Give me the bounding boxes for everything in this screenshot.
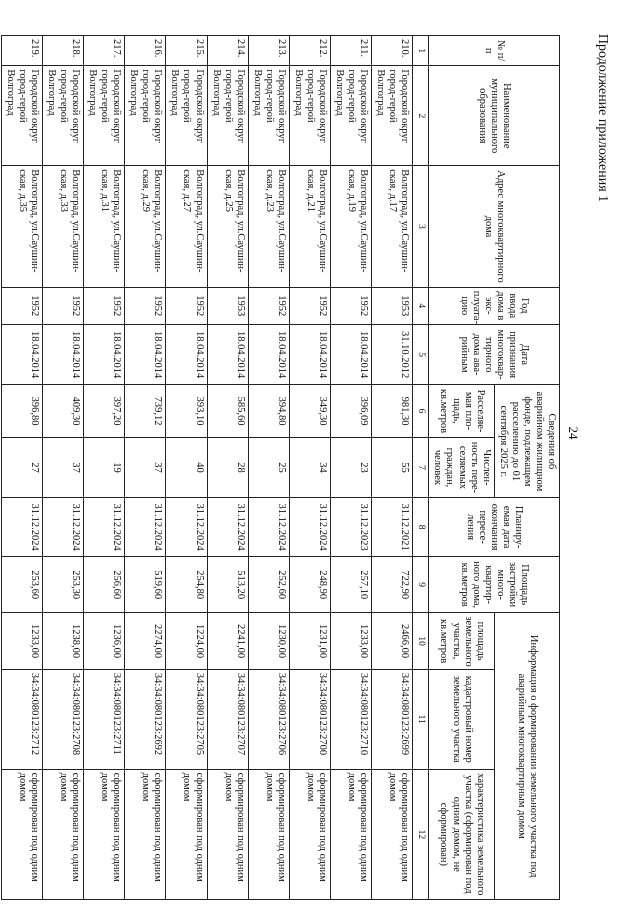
- emergency-date: 18.04.2014: [42, 324, 83, 385]
- column-number: 10: [413, 613, 429, 669]
- column-number: 4: [413, 287, 429, 324]
- table-row: [1, 36, 42, 900]
- people-count: 37: [42, 437, 83, 498]
- building-area: 254,80: [166, 556, 207, 612]
- planned-date: 31.12.2023: [331, 498, 372, 557]
- resettle-area: 981,30: [372, 385, 413, 437]
- land-area: 1233,00: [331, 613, 372, 669]
- land-characteristic: сформирован под одним домом: [42, 769, 83, 899]
- building-area: 519,60: [125, 556, 166, 612]
- house-address: Волгоград, ул.Саушин-ская, д.33: [42, 166, 83, 288]
- cadastral-number: 34:34:080123:2699: [372, 669, 413, 769]
- row-number: 217.: [83, 36, 124, 66]
- people-count: 40: [166, 437, 207, 498]
- column-number: 2: [413, 66, 429, 166]
- header-characteristic: характеристика земельного участка (сформирован под одним домом, не сформирован): [429, 769, 494, 899]
- land-characteristic: сформирован под одним домом: [83, 769, 124, 899]
- column-number: 7: [413, 437, 429, 498]
- column-number-row: [413, 36, 429, 900]
- planned-date: 31.12.2021: [372, 498, 413, 557]
- people-count: 19: [83, 437, 124, 498]
- house-address: Волгоград, ул.Саушин-ская, д.29: [125, 166, 166, 288]
- table-body: [1, 36, 413, 900]
- land-area: 1224,00: [166, 613, 207, 669]
- header-cadastral: кадастровый номер земельного участка: [429, 669, 494, 769]
- house-address: Волгоград, ул.Саушин-ская, д.35: [1, 166, 42, 288]
- people-count: 34: [289, 437, 330, 498]
- house-address: Волгоград, ул.Саушин-ская, д.17: [372, 166, 413, 288]
- building-area: 257,10: [331, 556, 372, 612]
- cadastral-number: 34:34:080123:2710: [331, 669, 372, 769]
- header-name: Наименование муниципального образования: [429, 66, 560, 166]
- row-number: 213.: [248, 36, 289, 66]
- land-area: 1236,00: [83, 613, 124, 669]
- people-count: 37: [125, 437, 166, 498]
- municipality-name: Городской округ город-герой Волгоград: [289, 66, 330, 166]
- table-row: [166, 36, 207, 900]
- emergency-date: 18.04.2014: [289, 324, 330, 385]
- resettle-area: 394,80: [248, 385, 289, 437]
- building-area: 513,20: [207, 556, 248, 612]
- land-characteristic: сформирован под одним домом: [207, 769, 248, 899]
- house-address: Волгоград, ул.Саушин-ская, д.19: [331, 166, 372, 288]
- planned-date: 31.12.2024: [248, 498, 289, 557]
- row-number: 215.: [166, 36, 207, 66]
- appendix-title: Продолжение приложения 1: [595, 33, 610, 203]
- planned-date: 31.12.2024: [207, 498, 248, 557]
- commission-year: 1952: [1, 287, 42, 324]
- cadastral-number: 34:34:080123:2712: [1, 669, 42, 769]
- building-area: 722,90: [372, 556, 413, 612]
- emergency-date: 18.04.2014: [331, 324, 372, 385]
- header-land-area: площадь земельного участка, кв.метров: [429, 613, 494, 669]
- emergency-date: 18.04.2014: [207, 324, 248, 385]
- header-planned-date: Планиру-емая дата окончания пересе-ления: [429, 498, 560, 557]
- people-count: 27: [1, 437, 42, 498]
- building-area: 252,60: [248, 556, 289, 612]
- municipality-name: Городской округ город-герой Волгоград: [372, 66, 413, 166]
- header-people: Числен-ность пере-селяемых граждан, человек: [429, 437, 494, 498]
- cadastral-number: 34:34:080123:2705: [166, 669, 207, 769]
- commission-year: 1953: [372, 287, 413, 324]
- land-characteristic: сформирован под одним домом: [125, 769, 166, 899]
- planned-date: 31.12.2024: [166, 498, 207, 557]
- municipality-name: Городской округ город-герой Волгоград: [42, 66, 83, 166]
- commission-year: 1952: [289, 287, 330, 324]
- land-area: 1230,00: [248, 613, 289, 669]
- table-row: [248, 36, 289, 900]
- rotated-table-container: [4, 35, 560, 900]
- emergency-date: 18.04.2014: [125, 324, 166, 385]
- row-number: 211.: [331, 36, 372, 66]
- appendix-title-area: [572, 0, 632, 905]
- table-row: [207, 36, 248, 900]
- header-group-emergency: Сведения об аварийном жилищном фонде, подлежащем расселению до 01 сентября 2025 г.: [494, 385, 559, 498]
- header-row-1: [494, 36, 559, 900]
- planned-date: 31.12.2024: [83, 498, 124, 557]
- column-number: 1: [413, 36, 429, 66]
- emergency-date: 18.04.2014: [248, 324, 289, 385]
- table-row: [125, 36, 166, 900]
- cadastral-number: 34:34:080123:2706: [248, 669, 289, 769]
- resettle-area: 585,60: [207, 385, 248, 437]
- municipality-name: Городской округ город-герой Волгоград: [125, 66, 166, 166]
- land-characteristic: сформирован под одним домом: [331, 769, 372, 899]
- house-address: Волгоград, ул.Саушин-ская, д.25: [207, 166, 248, 288]
- municipality-name: Городской округ город-герой Волгоград: [207, 66, 248, 166]
- municipality-name: Городской округ город-герой Волгоград: [248, 66, 289, 166]
- commission-year: 1952: [166, 287, 207, 324]
- column-number: 8: [413, 498, 429, 557]
- cadastral-number: 34:34:080123:2700: [289, 669, 330, 769]
- table-row: [83, 36, 124, 900]
- land-area: 2466,00: [372, 613, 413, 669]
- resettle-area: 393,10: [166, 385, 207, 437]
- commission-year: 1953: [207, 287, 248, 324]
- municipality-name: Городской округ город-герой Волгоград: [1, 66, 42, 166]
- people-count: 23: [331, 437, 372, 498]
- building-area: 256,60: [83, 556, 124, 612]
- emergency-housing-table: [1, 35, 560, 900]
- table-row: [372, 36, 413, 900]
- land-characteristic: сформирован под одним домом: [289, 769, 330, 899]
- page-number: 24: [566, 426, 581, 440]
- cadastral-number: 34:34:080123:2711: [83, 669, 124, 769]
- land-area: 1231,00: [289, 613, 330, 669]
- cadastral-number: 34:34:080123:2708: [42, 669, 83, 769]
- municipality-name: Городской округ город-герой Волгоград: [83, 66, 124, 166]
- house-address: Волгоград, ул.Саушин-ская, д.27: [166, 166, 207, 288]
- emergency-date: 18.04.2014: [166, 324, 207, 385]
- planned-date: 31.12.2024: [42, 498, 83, 557]
- municipality-name: Городской округ город-герой Волгоград: [166, 66, 207, 166]
- building-area: 253,60: [1, 556, 42, 612]
- table-row: [331, 36, 372, 900]
- land-characteristic: сформирован под одним домом: [248, 769, 289, 899]
- column-number: 9: [413, 556, 429, 612]
- resettle-area: 397,20: [83, 385, 124, 437]
- house-address: Волгоград, ул.Саушин-ская, д.31: [83, 166, 124, 288]
- row-number: 218.: [42, 36, 83, 66]
- column-number: 11: [413, 669, 429, 769]
- row-number: 219.: [1, 36, 42, 66]
- resettle-area: 396,09: [331, 385, 372, 437]
- header-num: № п/п: [429, 36, 560, 66]
- commission-year: 1952: [331, 287, 372, 324]
- cadastral-number: 34:34:080123:2692: [125, 669, 166, 769]
- table-row: [289, 36, 330, 900]
- house-address: Волгоград, ул.Саушин-ская, д.21: [289, 166, 330, 288]
- land-characteristic: сформирован под одним домом: [372, 769, 413, 899]
- emergency-date: 18.04.2014: [1, 324, 42, 385]
- row-number: 210.: [372, 36, 413, 66]
- resettle-area: 396,80: [1, 385, 42, 437]
- people-count: 55: [372, 437, 413, 498]
- column-number: 12: [413, 769, 429, 899]
- commission-year: 1952: [125, 287, 166, 324]
- land-characteristic: сформирован под одним домом: [166, 769, 207, 899]
- row-number: 212.: [289, 36, 330, 66]
- header-date: Дата признания многоквар-тирного дома ава-рийным: [429, 324, 560, 385]
- planned-date: 31.12.2024: [1, 498, 42, 557]
- column-number: 3: [413, 166, 429, 288]
- resettle-area: 739,12: [125, 385, 166, 437]
- emergency-date: 18.04.2014: [83, 324, 124, 385]
- municipality-name: Городской округ город-герой Волгоград: [331, 66, 372, 166]
- column-number: 6: [413, 385, 429, 437]
- people-count: 28: [207, 437, 248, 498]
- land-area: 1238,00: [42, 613, 83, 669]
- commission-year: 1952: [83, 287, 124, 324]
- land-area: 2274,00: [125, 613, 166, 669]
- cadastral-number: 34:34:080123:2707: [207, 669, 248, 769]
- header-year: Год ввода дома в экс-плуата-цию: [429, 287, 560, 324]
- table-row: [42, 36, 83, 900]
- commission-year: 1952: [248, 287, 289, 324]
- resettle-area: 409,30: [42, 385, 83, 437]
- column-number: 5: [413, 324, 429, 385]
- header-building-area: Площадь застройки много-квартир-ного дома, кв.метров: [429, 556, 560, 612]
- planned-date: 31.12.2024: [125, 498, 166, 557]
- planned-date: 31.12.2024: [289, 498, 330, 557]
- house-address: Волгоград, ул.Саушин-ская, д.23: [248, 166, 289, 288]
- header-area-resettle: Расселяе-мая пло-щадь, кв.метров: [429, 385, 494, 437]
- land-area: 1233,00: [1, 613, 42, 669]
- header-group-land: Информация о формировании земельного участка под аварийным многоквартирным домом: [494, 613, 559, 900]
- header-address: Адрес многоквартирного дома: [429, 166, 560, 288]
- building-area: 248,90: [289, 556, 330, 612]
- row-number: 216.: [125, 36, 166, 66]
- commission-year: 1952: [42, 287, 83, 324]
- building-area: 253,30: [42, 556, 83, 612]
- row-number: 214.: [207, 36, 248, 66]
- emergency-date: 31.10.2012: [372, 324, 413, 385]
- land-characteristic: сформирован под одним домом: [1, 769, 42, 899]
- land-area: 2241,00: [207, 613, 248, 669]
- resettle-area: 349,30: [289, 385, 330, 437]
- people-count: 25: [248, 437, 289, 498]
